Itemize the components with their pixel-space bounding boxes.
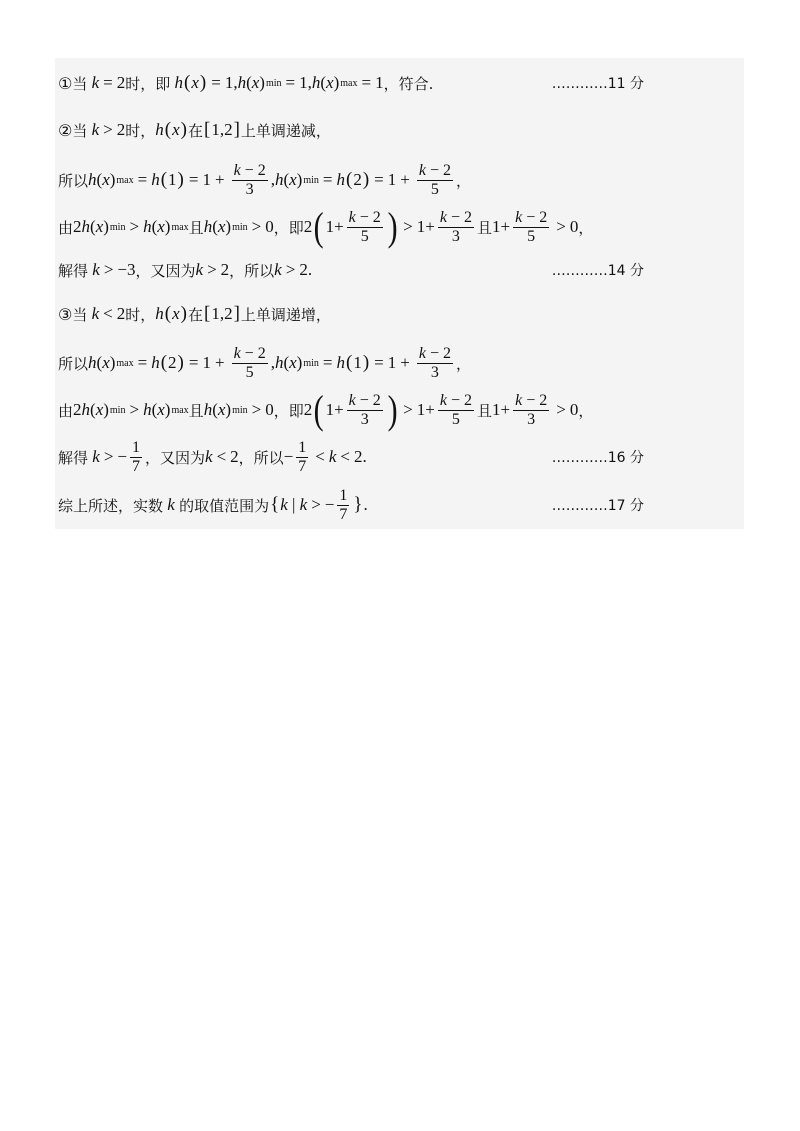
case-2-max-min-line: 所以 h ( x ) max = h ( 1 ) = 1 + $\frac{k - 2}{3}$ , h ( x ) min = h ( 2 ) = 1 + $\frac{k - 2}{5}$ ， [58,161,471,198]
circle-marker-1: ① [58,73,73,93]
score-16: …………16 分 [551,450,644,466]
score-17: …………17 分 [551,498,644,514]
case-3-line: ③ 当 k < 2 时， h ( x ) 在 [ 1,2 ] 上单调递增， [58,303,331,324]
score-11: …………11 分 [551,76,644,92]
circle-marker-3: ③ [58,304,73,324]
case-2-result-line: 解得 k > −3 ，又因为 k > 2 ，所以 k > 2. [58,260,313,280]
score-14: …………14 分 [551,263,644,279]
case-3-result-line: 解得 k > − $\frac{1}{7}$ ，又因为 k < 2 ，所以 − $\frac{1}{7}$ < k < 2. [58,438,367,475]
conclusion-line: 综上所述，实数 k 的取值范围为 { k | k > − $\frac{1}{7}$ } . [58,486,368,523]
case-2-inequality-line: 由 2 h ( x ) min > h ( x ) max 且 h ( x ) min > 0 ，即 2 ( 1+ $\frac{k - 2}{5}$ ) > 1+ $\frac{k - 2}{3}$ 且 1+ $\frac{k - 2}{5}$ > 0 ， [58,204,594,249]
circle-marker-2: ② [58,120,73,140]
case-3-inequality-line: 由 2 h ( x ) min > h ( x ) max 且 h ( x ) min > 0 ，即 2 ( 1+ $\frac{k - 2}{3}$ ) > 1+ $\frac{k - 2}{5}$ 且 1+ $\frac{k - 2}{3}$ > 0 ， [58,387,594,432]
case-2-line: ② 当 k > 2 时， h ( x ) 在 [ 1,2 ] 上单调递减， [58,119,331,140]
case-1-line: ① 当 k = 2 时， 即 h ( x ) = 1, h ( x ) min = 1, h ( x ) max = 1 ， 符合. [58,72,434,93]
case-3-max-min-line: 所以 h ( x ) max = h ( 2 ) = 1 + $\frac{k - 2}{5}$ , h ( x ) min = h ( 1 ) = 1 + $\frac{k - 2}{3}$ ， [58,344,471,381]
